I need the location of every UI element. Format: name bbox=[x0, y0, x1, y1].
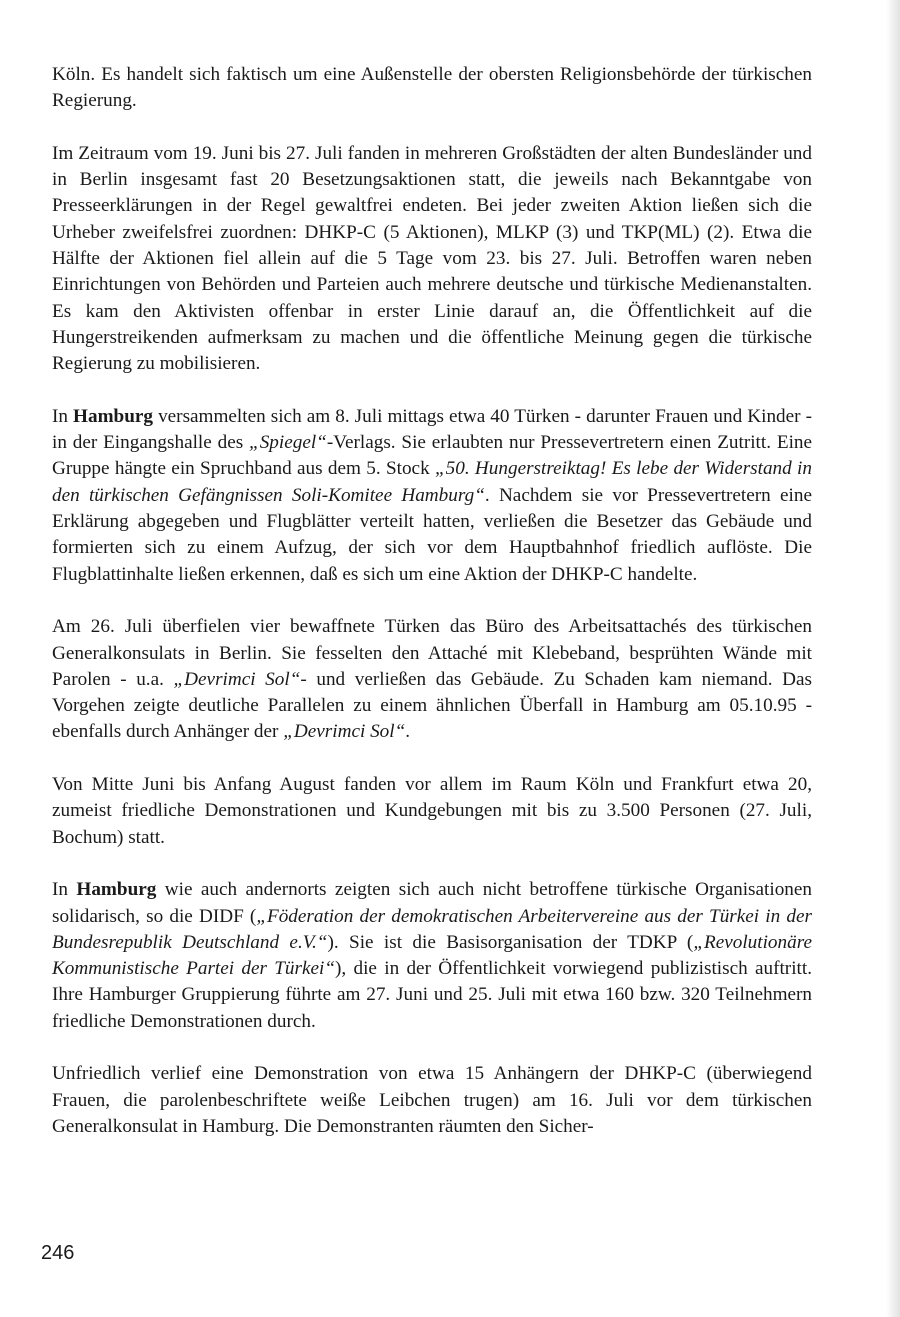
paragraph-gap bbox=[52, 115, 812, 141]
text-run: versammelten sich am 8. Juli mittags etwa 40 Türken - darunter Frauen und Kinder - in der Eingangshalle des bbox=[52, 405, 813, 454]
text-run: ), die in der Öffentlichkeit vorwiegend publizistisch auftritt. Ihre Hamburger Gruppierung führte am 27. Juni und 25. Juli mit etwa 160 bzw. 320 Teilnehmern friedliche Demonstrationen durch. bbox=[52, 958, 812, 1032]
paragraph bbox=[52, 877, 812, 1035]
text-run: -Verlags. Sie erlaubten nur Pressevertretern einen Zutritt. Eine Gruppe hängte ein Spruchband aus dem 5. Stock bbox=[52, 432, 813, 480]
text-body bbox=[52, 62, 812, 1140]
text-run: wie auch andernorts zeigten sich auch nicht betroffene türkische Organisationen solidarisch, so die DIDF ( bbox=[52, 879, 813, 927]
italic-text: „50. Hungerstreiktag! Es lebe der Widerstand in den türkischen Gefängnissen Soli-Komitee Hamburg“ bbox=[52, 458, 812, 506]
paragraph bbox=[52, 404, 812, 588]
italic-text: „Revolutionäre Kommunistische Partei der Türkei“ bbox=[52, 931, 812, 980]
italic-text: „Spiegel“ bbox=[249, 432, 327, 454]
paragraph-gap bbox=[52, 378, 812, 404]
text-run: Von Mitte Juni bis Anfang August fanden vor allem im Raum Köln und Frankfurt etwa 20, zumeist friedliche Demonstrationen und Kundgebungen mit bis zu 3.500 Personen (27. Juli, Bochum) statt. bbox=[52, 774, 812, 848]
page-edge-shadow bbox=[886, 0, 900, 1317]
paragraph-gap bbox=[52, 851, 812, 877]
paragraph-gap bbox=[52, 588, 812, 614]
paragraph-gap bbox=[52, 746, 812, 772]
bold-text: Hamburg bbox=[73, 405, 154, 427]
text-run: In bbox=[52, 879, 77, 901]
italic-text: „Föderation der demokratischen Arbeitervereine aus der Türkei in der Bundesrepublik Deutschland e.V.“ bbox=[52, 905, 812, 953]
page-body bbox=[52, 62, 812, 1140]
italic-text: „Devrimci Sol“ bbox=[283, 721, 406, 743]
text-run: In bbox=[52, 405, 74, 427]
text-run: Im Zeitraum vom 19. Juni bis 27. Juli fanden in mehreren Großstädten der alten Bundesländer und in Berlin insgesamt fast 20 Besetzungsaktionen statt, die jeweils nach Bekanntgabe von Presseerklärungen in der Regel gewaltfrei endeten. Bei jeder zweiten Aktion ließen sich die Urheber zweifelsfrei zuordnen: DHKP-C (5 Aktionen), MLKP (3) und TKP(ML) (2). Etwa die Hälfte der Aktionen fiel allein auf die 5 Tage vom 23. bis 27. Juli. Betroffen waren neben Einrichtungen von Behörden und Parteien auch mehrere deutsche und türkische Medienanstalten. Es kam den Aktivisten offenbar in erster Linie darauf an, die Öffentlichkeit auf die Hungerstreikenden aufmerksam zu machen und die öffentliche Meinung gegen die türkische Regierung zu mobilisieren. bbox=[52, 142, 812, 375]
italic-text: „Devrimci Sol“ bbox=[173, 668, 301, 690]
paragraph bbox=[52, 1061, 812, 1140]
text-run: Unfriedlich verlief eine Demonstration von etwa 15 Anhängern der DHKP-C (überwiegend Frauen, die parolenbeschriftete weiße Leibchen trugen) am 16. Juli vor dem türkischen Generalkonsulat in Hamburg. Die Demonstranten räumten den Sicher- bbox=[52, 1063, 812, 1137]
page-number: 246 bbox=[41, 1242, 75, 1264]
text-run: Köln. Es handelt sich faktisch um eine Außenstelle der obersten Religionsbehörde der türkischen Regierung. bbox=[52, 64, 812, 112]
paragraph-gap bbox=[52, 1035, 812, 1061]
text-run: Am 26. Juli überfielen vier bewaffnete Türken das Büro des Arbeitsattachés des türkischen Generalkonsulats in Berlin. Sie fesselten den Attaché mit Klebeband, besprühten Wände mit Parolen - u.a. bbox=[52, 616, 812, 690]
bold-text: Hamburg bbox=[76, 879, 157, 901]
paragraph bbox=[52, 62, 812, 115]
text-run: . bbox=[405, 721, 411, 743]
text-run: . Nachdem sie vor Pressevertretern eine Erklärung abgegeben und Flugblätter verteilt hatten, verließen die Besetzer das Gebäude und formierten sich zu einem Aufzug, der sich vor dem Hauptbahnhof friedlich auflöste. Die Flugblattinhalte ließen erkennen, daß es sich um eine Aktion der DHKP-C handelte. bbox=[52, 484, 812, 585]
paragraph bbox=[52, 141, 812, 378]
text-run: ). Sie ist die Basisorganisation der TDKP ( bbox=[327, 931, 694, 953]
paragraph bbox=[52, 614, 812, 745]
text-run: - und verließen das Gebäude. Zu Schaden kam niemand. Das Vorgehen zeigte deutliche Parallelen zu einem ähnlichen Überfall in Hamburg am 05.10.95 - ebenfalls durch Anhänger der bbox=[52, 668, 812, 743]
paragraph bbox=[52, 772, 812, 851]
